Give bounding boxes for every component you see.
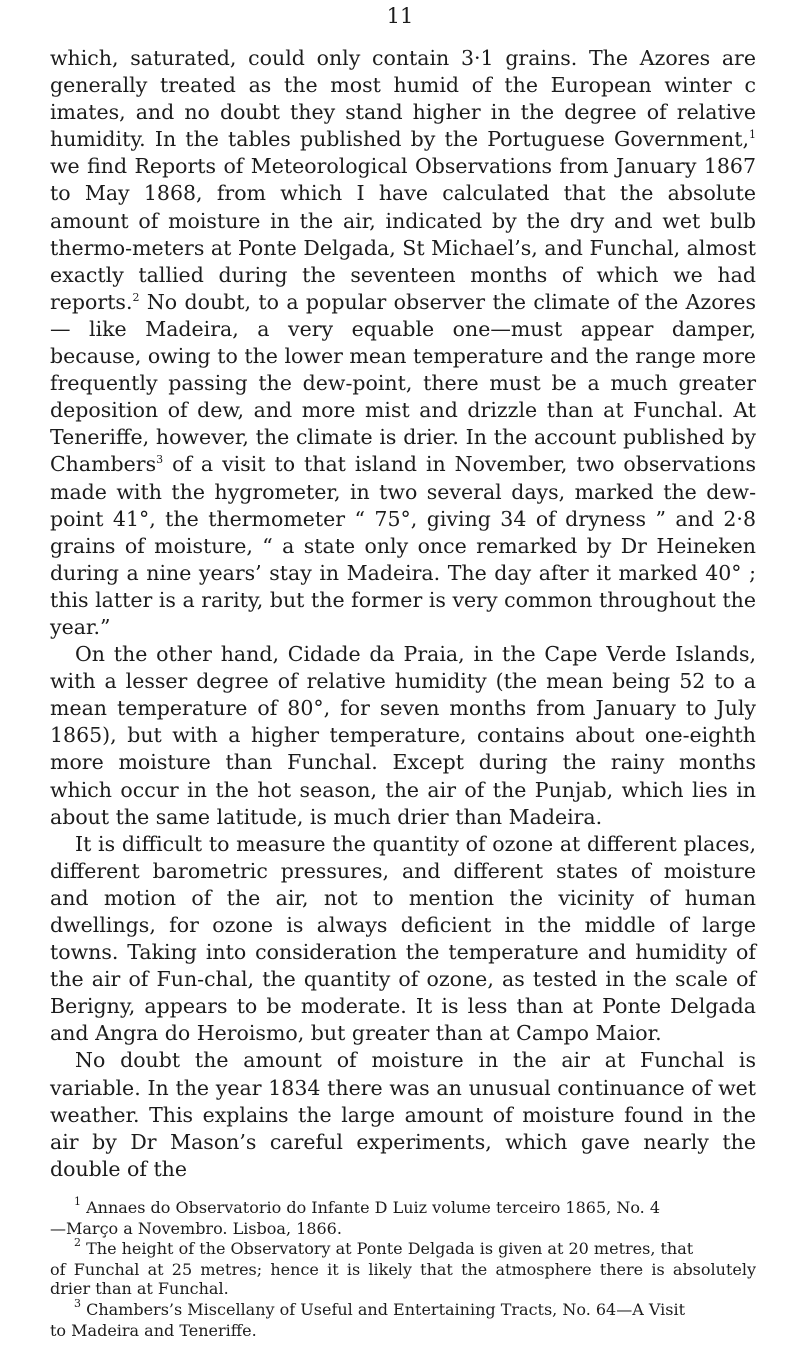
footnote-marker: 2 — [74, 1236, 81, 1250]
footnote-text: Annaes do Observatorio do Infante D Luiz volume terceiro 1865, No. 4 — [81, 1198, 661, 1217]
footnote-3 — [50, 1296, 756, 1320]
text-run: we find Reports of Meteorological Observations from January 1867 to May 1868, from which I have calculated that the absolute amount of moisture in the air, indicated by the dry and wet bulb thermo-meters at Ponte Delgada, St Michael’s, and Funchal, almost exactly tallied during the seventeen months of which we had reports. — [50, 154, 756, 314]
paragraph-4 — [50, 1047, 756, 1182]
footnote-2 — [50, 1236, 756, 1259]
paragraph-2 — [50, 641, 756, 831]
footnotes — [50, 1195, 756, 1341]
footnote-1-continuation: —Março a Novembro. Lisboa, 1866. — [50, 1218, 342, 1238]
footnote-ref-2: 2 — [132, 290, 140, 304]
footnote-3-continuation: to Madeira and Teneriffe. — [50, 1320, 257, 1340]
footnote-marker: 1 — [74, 1195, 81, 1208]
text-run: On the other hand, Cidade da Praia, in the Cape Verde Islands, with a lesser degree of relative humidity (the mean being 52 to a mean temperature of 80°, for seven months from January to July 1865), but with a higher temperature, contains about one-eighth more moisture than Funchal. Except during the rainy months which occur in the hot season, the air of the Punjab, which lies in about the same latitude, is much drier than Madeira. — [50, 642, 756, 829]
footnote-ref-3: 3 — [156, 453, 164, 467]
footnote-ref-1: 1 — [749, 128, 756, 142]
body-text — [50, 45, 756, 1183]
text-run: which, saturated, could only contain 3·1 grains. The Azores are generally treated as the most humid of the European winter c imates, and no doubt they stand higher in the degree of relative humidity. In the tables published by the Portuguese Government, — [50, 46, 756, 152]
text-run: No doubt the amount of moisture in the air at Funchal is variable. In the year 1834 there was an unusual continuance of wet weather. This explains the large amount of moisture found in the air by Dr Mason’s careful experiments, which gave nearly the double of the — [50, 1048, 756, 1181]
text-run: of a visit to that island in November, two observations made with the hygrometer, in two several days, marked the dew-point 41°, the thermometer “ 75°, giving 34 of dryness ” and 2·8 grains of moisture, “ a state only once remarked by Dr Heineken during a nine years’ stay in Madeira. The day after it marked 40° ; this latter is a rarity, but the former is very common throughout the year.” — [50, 452, 756, 639]
footnote-text: The height of the Observatory at Ponte Delgada is given at 20 metres, that — [81, 1239, 694, 1259]
page-number: 11 — [386, 4, 414, 28]
text-run: It is difficult to measure the quantity of ozone at different places, different barometric pressures, and different states of moisture and motion of the air, not to mention the vicinity of human dwellings, for ozone is always deficient in the middle of large towns. Taking into consideration the temperature and humidity of the air of Fun-chal, the quantity of ozone, as tested in the scale of Berigny, appears to be moderate. It is less than at Ponte Delgada and Angra do Heroismo, but greater than at Campo Maior. — [50, 831, 756, 1046]
text-run: No doubt, to a popular observer the climate of the Azores — like Madeira, a very equable one—must appear damper, because, owing to the lower mean temperature and the range more frequently passing the dew-point, there must be a much greater deposition of dew, and more mist and drizzle than at Funchal. At Teneriffe, however, the climate is drier. In the account published by Chambers — [50, 289, 756, 477]
paragraph-1 — [50, 45, 756, 641]
footnote-1 — [50, 1195, 756, 1218]
footnote-marker: 3 — [74, 1296, 81, 1310]
footnote-text: Chambers’s Miscellany of Useful and Entertaining Tracts, No. 64—A Visit — [81, 1299, 686, 1319]
paragraph-3 — [50, 831, 756, 1048]
footnote-2-continuation: of Funchal at 25 metres; hence it is likely that the atmosphere there is absolutely drier than at Funchal. — [50, 1259, 756, 1299]
